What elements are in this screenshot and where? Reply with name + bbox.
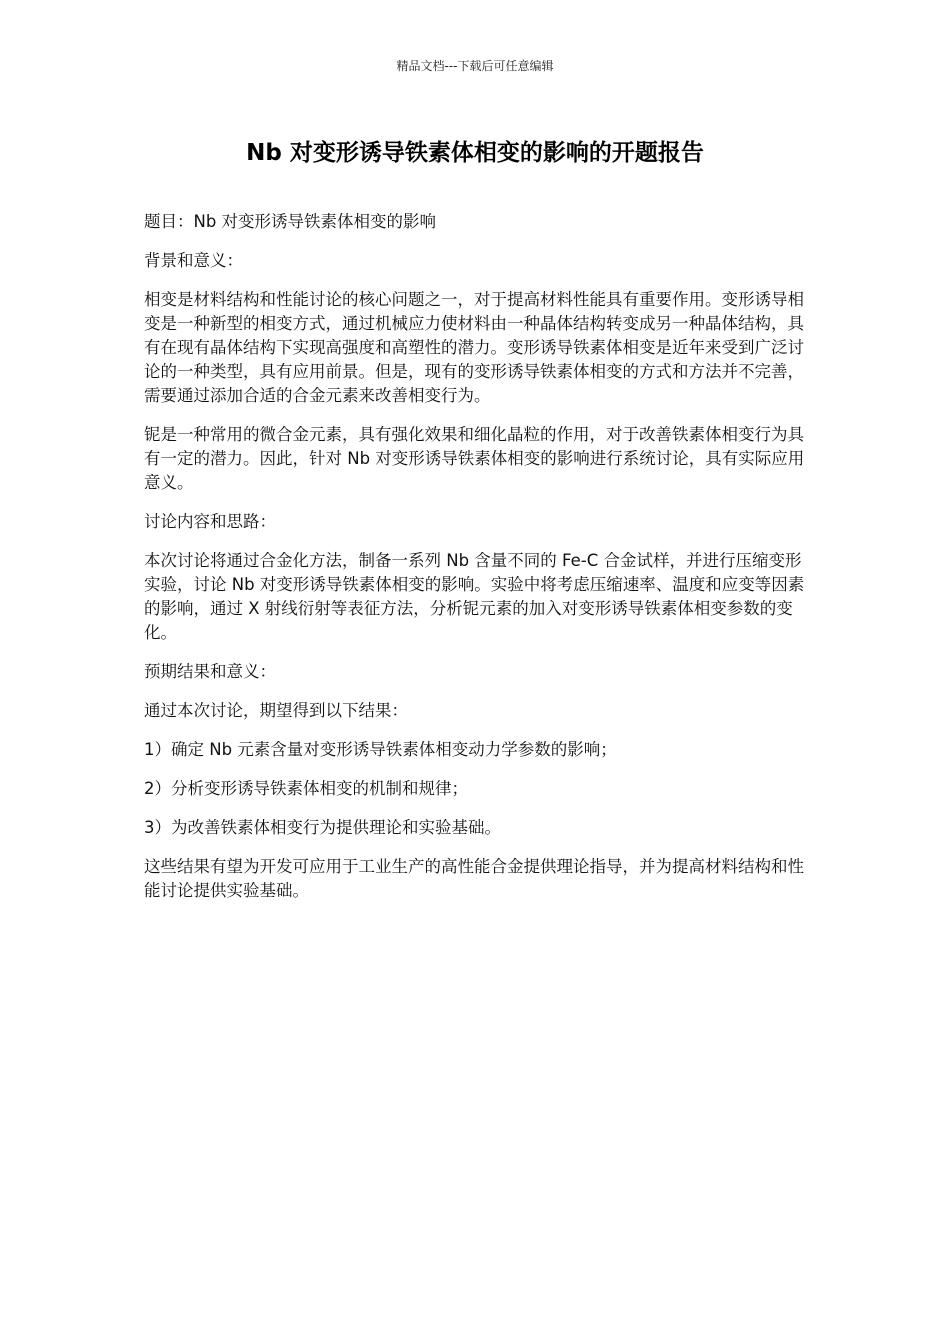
expected-item-1: 1）确定 Nb 元素含量对变形诱导铁素体相变动力学参数的影响； <box>144 740 617 759</box>
topic-line: 题目：Nb 对变形诱导铁素体相变的影响 <box>144 212 437 231</box>
expected-intro: 通过本次讨论，期望得到以下结果： <box>144 701 408 720</box>
conclusion-paragraph: 这些结果有望为开发可应用于工业生产的高性能合金提供理论指导，并为提高材料结构和性能讨论提供实验基础。 <box>144 857 804 900</box>
research-paragraph: 本次讨论将通过合金化方法，制备一系列 Nb 含量不同的 Fe-C 合金试样，并进行压缩变形实验，讨论 Nb 对变形诱导铁素体相变的影响。实验中将考虑压缩速率、温度和应变等因素的影响，通过 X 射线衍射等表征方法，分析铌元素的加入对变形诱导铁素体相变参数的变化。 <box>144 551 805 642</box>
background-paragraph-1: 相变是材料结构和性能讨论的核心问题之一，对于提高材料性能具有重要作用。变形诱导相变是一种新型的相变方式，通过机械应力使材料由一种晶体结构转变成另一种晶体结构，具有在现有晶体结构下实现高强度和高塑性的潜力。变形诱导铁素体相变是近年来受到广泛讨论的一种类型，具有应用前景。但是，现有的变形诱导铁素体相变的方式和方法并不完善，需要通过添加合适的合金元素来改善相变行为。 <box>144 290 804 405</box>
expected-heading: 预期结果和意义： <box>144 662 276 681</box>
expected-item-3: 3）为改善铁素体相变行为提供理论和实验基础。 <box>144 818 501 837</box>
document-title: Nb 对变形诱导铁素体相变的影响的开题报告 <box>246 140 704 166</box>
document-body <box>144 210 806 918</box>
research-heading: 讨论内容和思路： <box>144 512 276 531</box>
background-heading: 背景和意义： <box>144 251 243 270</box>
background-paragraph-2: 铌是一种常用的微合金元素，具有强化效果和细化晶粒的作用，对于改善铁素体相变行为具有一定的潜力。因此，针对 Nb 对变形诱导铁素体相变的影响进行系统讨论，具有实际应用意义。 <box>144 425 805 492</box>
expected-item-2: 2）分析变形诱导铁素体相变的机制和规律； <box>144 779 468 798</box>
header-note: 精品文档---下载后可任意编辑 <box>396 59 554 73</box>
